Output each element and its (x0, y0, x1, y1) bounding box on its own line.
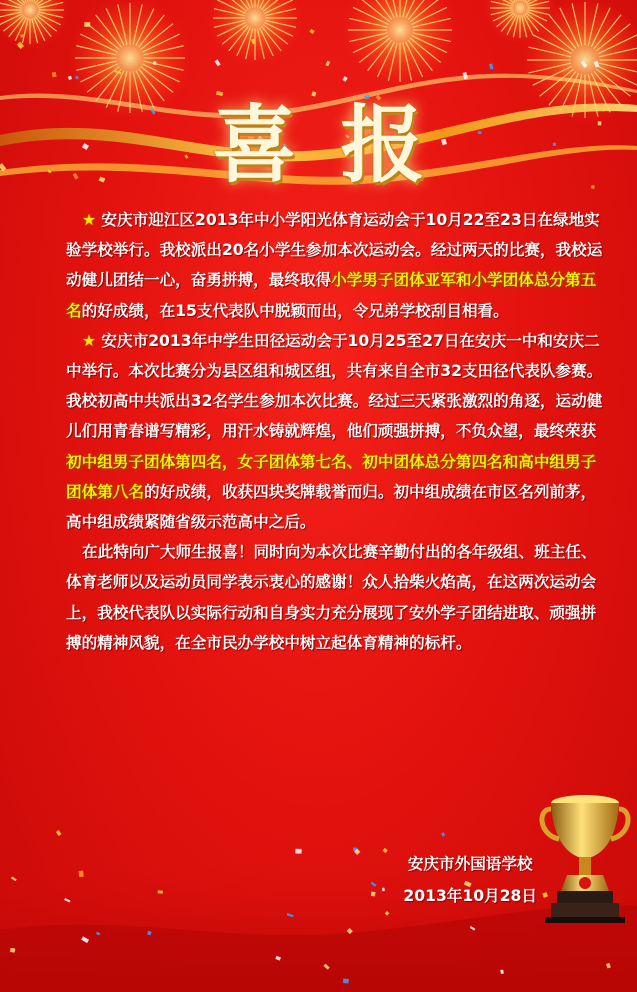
highlight-result: 初中组男子团体第四名，女子团体第七名、初中团体总分第四名和高中组男子团体第八名 (66, 452, 597, 501)
signature (403, 848, 537, 912)
trophy-icon (542, 795, 628, 923)
paragraph-3: 在此特向广大师生报喜！同时向为本次比赛辛勤付出的各年级组、班主任、体育老师以及运动员同学表示衷心的感谢！众人拾柴火焰高，在这两次运动会上，我校代表队以实际行动和自身实力充分展现了安外学子团结进取、顽强拼搏的精神风貌，在全市民办学校中树立起体育精神的标杆。 (66, 543, 597, 652)
star-icon: ★ (82, 211, 96, 229)
school-name: 安庆市外国语学校 (407, 855, 533, 873)
poster-headline: 喜报 (212, 95, 469, 194)
paragraph-2: ★ 安庆市2013年中学生田径运动会于10月25至27日在安庆一中和安庆二中举行。本次比赛分为县区组和城区组，共有来自全市32支田径代表队参赛。我校初高中共派出32名学生参加本次比赛。经过三天紧张激烈的角逐，运动健儿们用青春谱写精彩，用汗水铸就辉煌，他们顽强拼搏，不负众望，最终荣获初中组男子团体第四名，女子团体第七名、初中团体总分第四名和高中组男子团体第八名的好成绩，收获四块奖牌载誉而归。初中组成绩在市区名列前茅，高中组成绩紧随省级示范高中之后。 (66, 331, 603, 532)
announcement-body (66, 205, 606, 658)
highlight-result: 小学男子团体亚军和小学团体总分第五名 (66, 271, 597, 320)
signature-date: 2013年10月28日 (403, 887, 537, 905)
paragraph-1: ★ 安庆市迎江区2013年中小学阳光体育运动会于10月22至23日在绿地实验学校举行。我校派出20名小学生参加本次运动会。经过两天的比赛，我校运动健儿团结一心，奋勇拼搏，最终取得小学男子团体亚军和小学团体总分第五名的好成绩，在15支代表队中脱颖而出，令兄弟学校刮目相看。 (66, 211, 603, 320)
star-icon: ★ (82, 331, 96, 350)
